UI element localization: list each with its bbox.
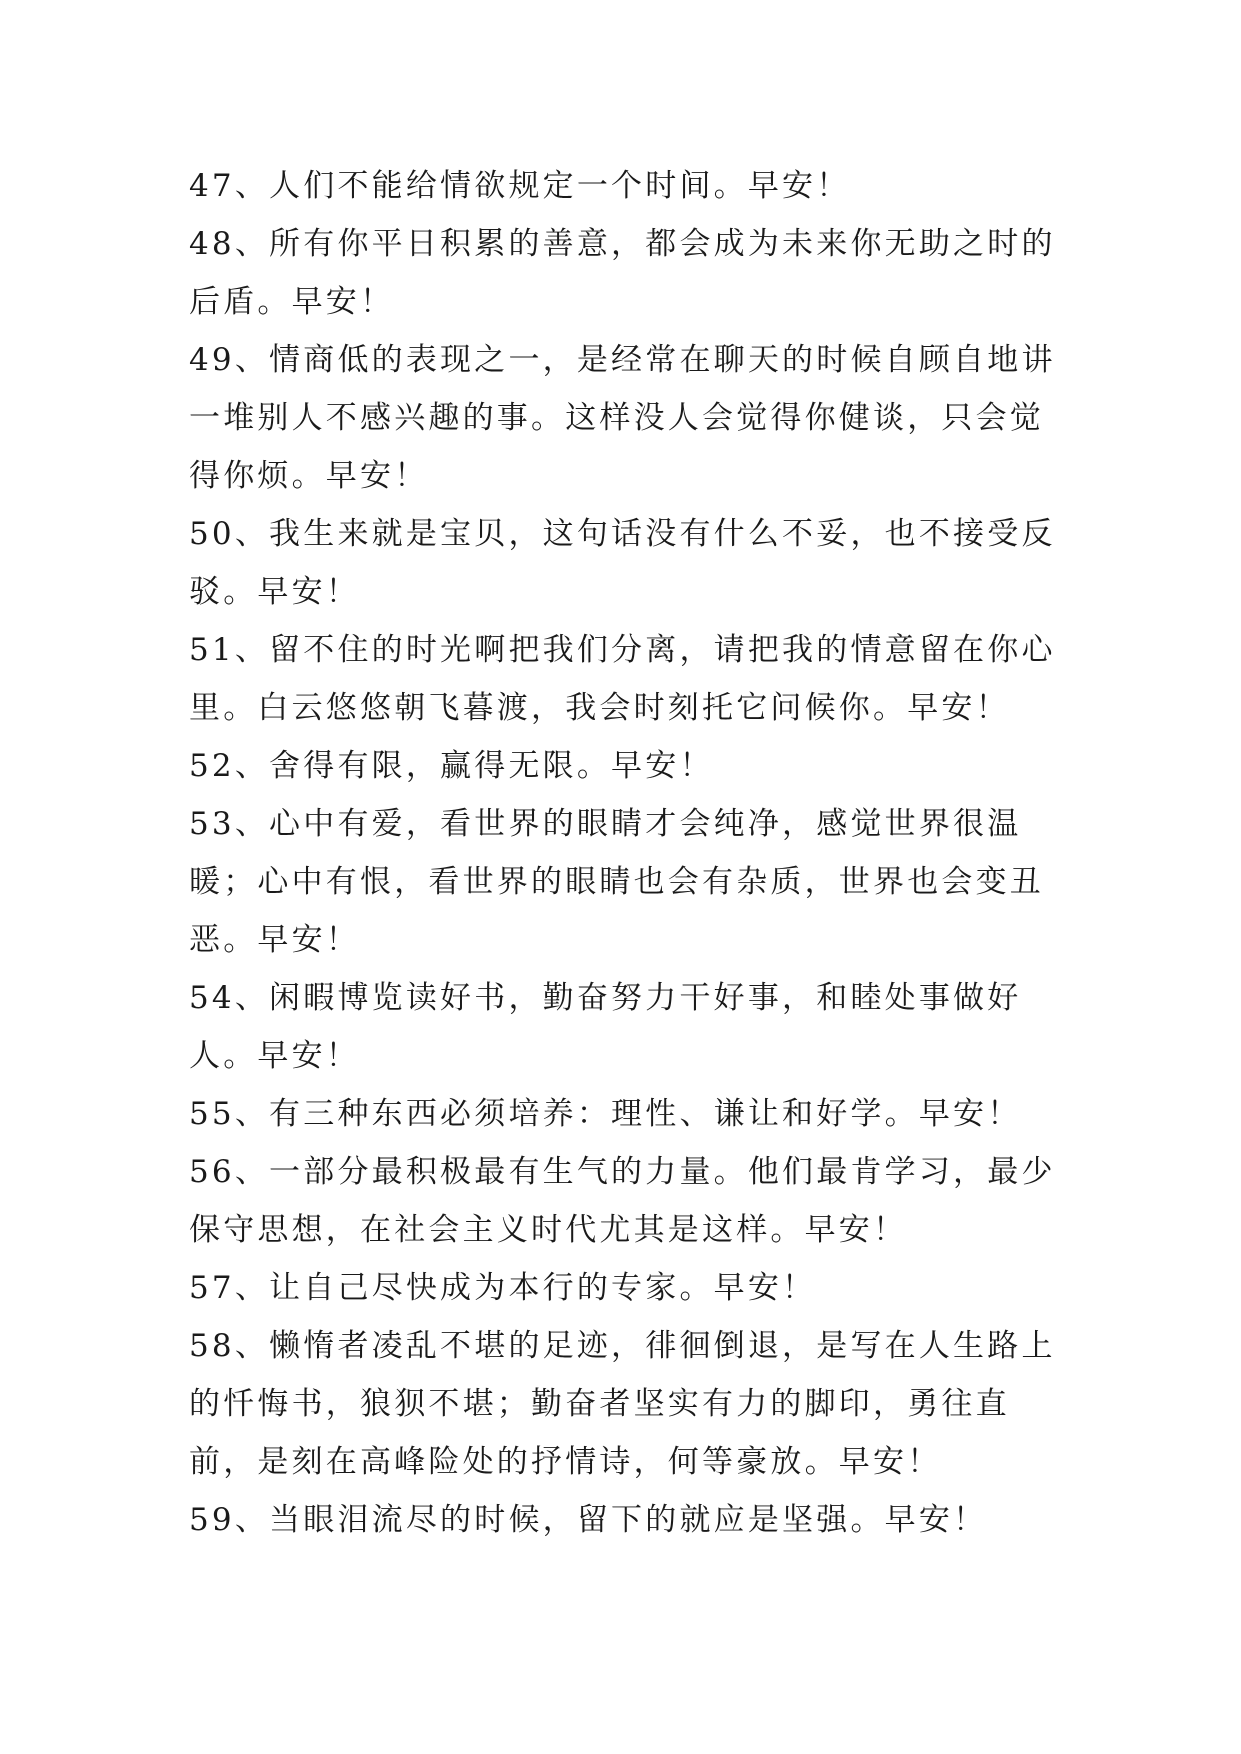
list-item: 54、闲暇博览读好书，勤奋努力干好事，和睦处事做好人。早安！ [189, 980, 1022, 1074]
list-item: 52、舍得有限，赢得无限。早安！ [189, 748, 714, 784]
list-item: 58、懒惰者凌乱不堪的足迹，徘徊倒退，是写在人生路上的忏悔书，狼狈不堪；勤奋者坚实有力的脚印，勇往直前，是刻在高峰险处的抒情诗，何等豪放。早安！ [189, 1328, 1056, 1480]
list-item: 53、心中有爱，看世界的眼睛才会纯净，感觉世界很温暖；心中有恨，看世界的眼睛也会有杂质，世界也会变丑恶。早安！ [189, 806, 1044, 958]
list-item: 49、情商低的表现之一，是经常在聊天的时候自顾自地讲一堆别人不感兴趣的事。这样没人会觉得你健谈，只会觉得你烦。早安！ [189, 342, 1056, 494]
list-item: 47、人们不能给情欲规定一个时间。早安！ [189, 168, 851, 204]
list-item: 55、有三种东西必须培养：理性、谦让和好学。早安！ [189, 1096, 1022, 1132]
list-item: 48、所有你平日积累的善意，都会成为未来你无助之时的后盾。早安！ [189, 226, 1056, 320]
document-body [189, 157, 1061, 1549]
list-item: 57、让自己尽快成为本行的专家。早安！ [189, 1270, 817, 1306]
list-item: 59、当眼泪流尽的时候，留下的就应是坚强。早安！ [189, 1502, 988, 1538]
list-item: 56、一部分最积极最有生气的力量。他们最肯学习，最少保守思想，在社会主义时代尤其是这样。早安！ [189, 1154, 1056, 1248]
list-item: 50、我生来就是宝贝，这句话没有什么不妥，也不接受反驳。早安！ [189, 516, 1056, 610]
list-item: 51、留不住的时光啊把我们分离，请把我的情意留在你心里。白云悠悠朝飞暮渡，我会时刻托它问候你。早安！ [189, 632, 1056, 726]
